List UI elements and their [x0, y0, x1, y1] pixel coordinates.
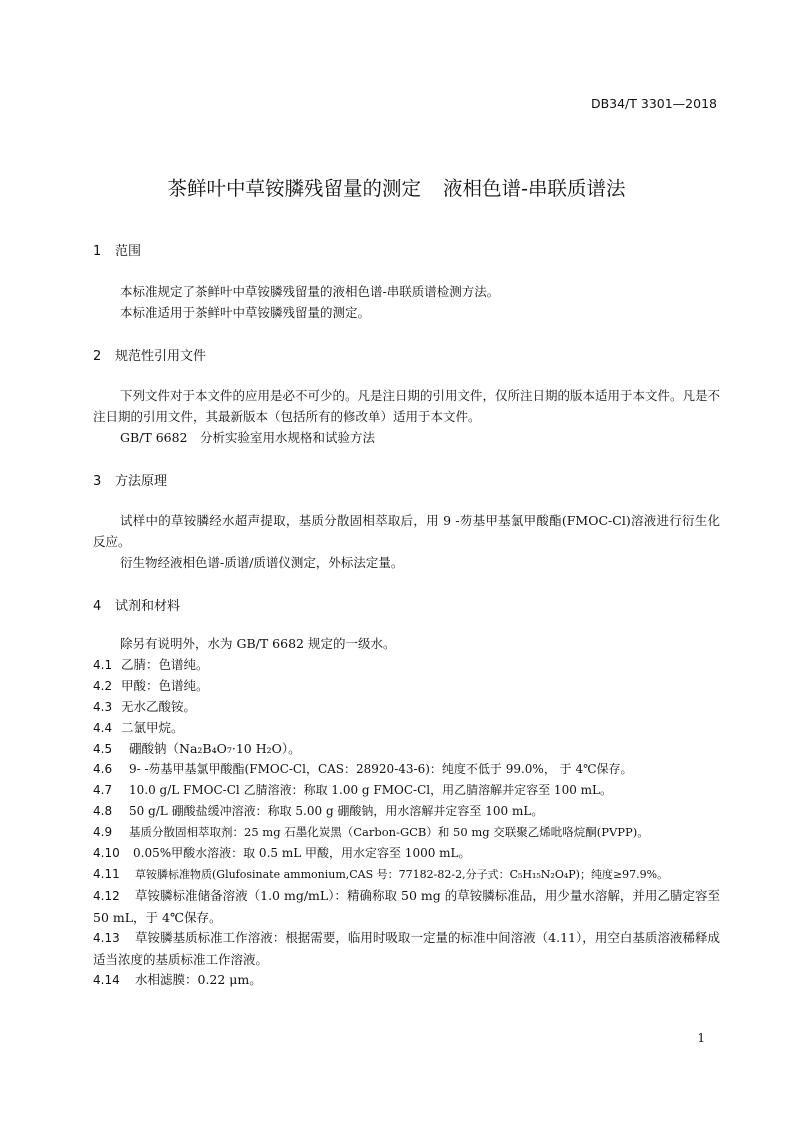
document-code: DB34/T 3301—2018	[590, 96, 717, 111]
section-4-intro	[93, 633, 720, 654]
page-number: 1	[697, 1031, 705, 1045]
section-heading-reagents: 4 试剂和材料	[93, 599, 181, 614]
list-item: 4.9 基质分散固相萃取剂：25 mg 石墨化炭黑（Carbon-GCB）和 50 mg 交联聚乙烯吡咯烷酮(PVPP)。	[93, 825, 649, 839]
section-heading-principle: 3 方法原理	[93, 474, 168, 489]
list-item: 4.13 草铵膦基质标准工作溶液：根据需要，临用时吸取一定量的标准中间溶液（4.11），用空白基质溶液稀释成适当浓度的基质标准工作溶液。	[93, 930, 720, 967]
title-part-1: 茶鲜叶中草铵膦残留量的测定	[167, 177, 421, 200]
list-item: 4.3 无水乙酸铵。	[93, 699, 197, 714]
section-1-body	[93, 281, 720, 323]
list-item: 4.12 草铵膦标准储备溶液（1.0 mg/mL）：精确称取 50 mg 的草铵膦标准品，用少量水溶解，并用乙腈定容至 50 mL，于 4℃保存。	[93, 888, 720, 925]
list-item: 4.11 草铵膦标准物质(Glufosinate ammonium,CAS 号：77182-82-2,分子式：C₅H₁₅N₂O₄P)；纯度≥97.9%。	[93, 867, 669, 881]
list-item: 4.6 9- -芴基甲基氯甲酸酯(FMOC-Cl，CAS：28920-43-6)：纯度不低于 99.0%， 于 4℃保存。	[93, 762, 633, 776]
list-item: 4.8 50 g/L 硼酸盐缓冲溶液：称取 5.00 g 硼酸钠，用水溶解并定容至 100 mL。	[93, 804, 544, 818]
list-item: 4.10 0.05%甲酸水溶液：取 0.5 mL 甲酸，用水定容至 1000 mL。	[93, 846, 471, 860]
list-item: 4.5 硼酸钠（Na₂B₄O₇·10 H₂O）。	[93, 741, 301, 756]
title-part-2: 液相色谱-串联质谱法	[442, 177, 626, 200]
list-item: 4.4 二氯甲烷。	[93, 720, 184, 735]
paragraph: 衍生物经液相色谱-质谱/质谱仪测定，外标法定量。	[120, 555, 404, 570]
list-item: 4.14 水相滤膜：0.22 μm。	[93, 972, 262, 987]
list-item: 4.2 甲酸：色谱纯。	[93, 678, 209, 693]
paragraph: 除另有说明外，水为 GB/T 6682 规定的一级水。	[120, 636, 396, 651]
list-item: 4.7 10.0 g/L FMOC-Cl 乙腈溶液：称取 1.00 g FMOC-Cl，用乙腈溶解并定容至 100 mL。	[93, 783, 612, 797]
paragraph: GB/T 6682 分析实验室用水规格和试验方法	[120, 430, 376, 445]
paragraph: 下列文件对于本文件的应用是必不可少的。凡是注日期的引用文件，仅所注日期的版本适用于本文件。凡是不注日期的引用文件，其最新版本（包括所有的修改单）适用于本文件。	[93, 388, 721, 424]
document-title	[0, 173, 793, 201]
section-heading-scope: 1 范围	[93, 244, 142, 259]
paragraph: 本标准适用于茶鲜叶中草铵膦残留量的测定。	[120, 305, 371, 320]
paragraph: 试样中的草铵膦经水超声提取，基质分散固相萃取后，用 9 -芴基甲基氯甲酸酯(FMOC-Cl)溶液进行衍生化反应。	[93, 513, 720, 549]
paragraph: 本标准规定了茶鲜叶中草铵膦残留量的液相色谱-串联质谱检测方法。	[120, 284, 500, 299]
section-heading-references: 2 规范性引用文件	[93, 349, 207, 364]
section-2-body	[93, 385, 720, 448]
section-3-body	[93, 510, 720, 573]
list-item: 4.1 乙腈：色谱纯。	[93, 657, 209, 672]
